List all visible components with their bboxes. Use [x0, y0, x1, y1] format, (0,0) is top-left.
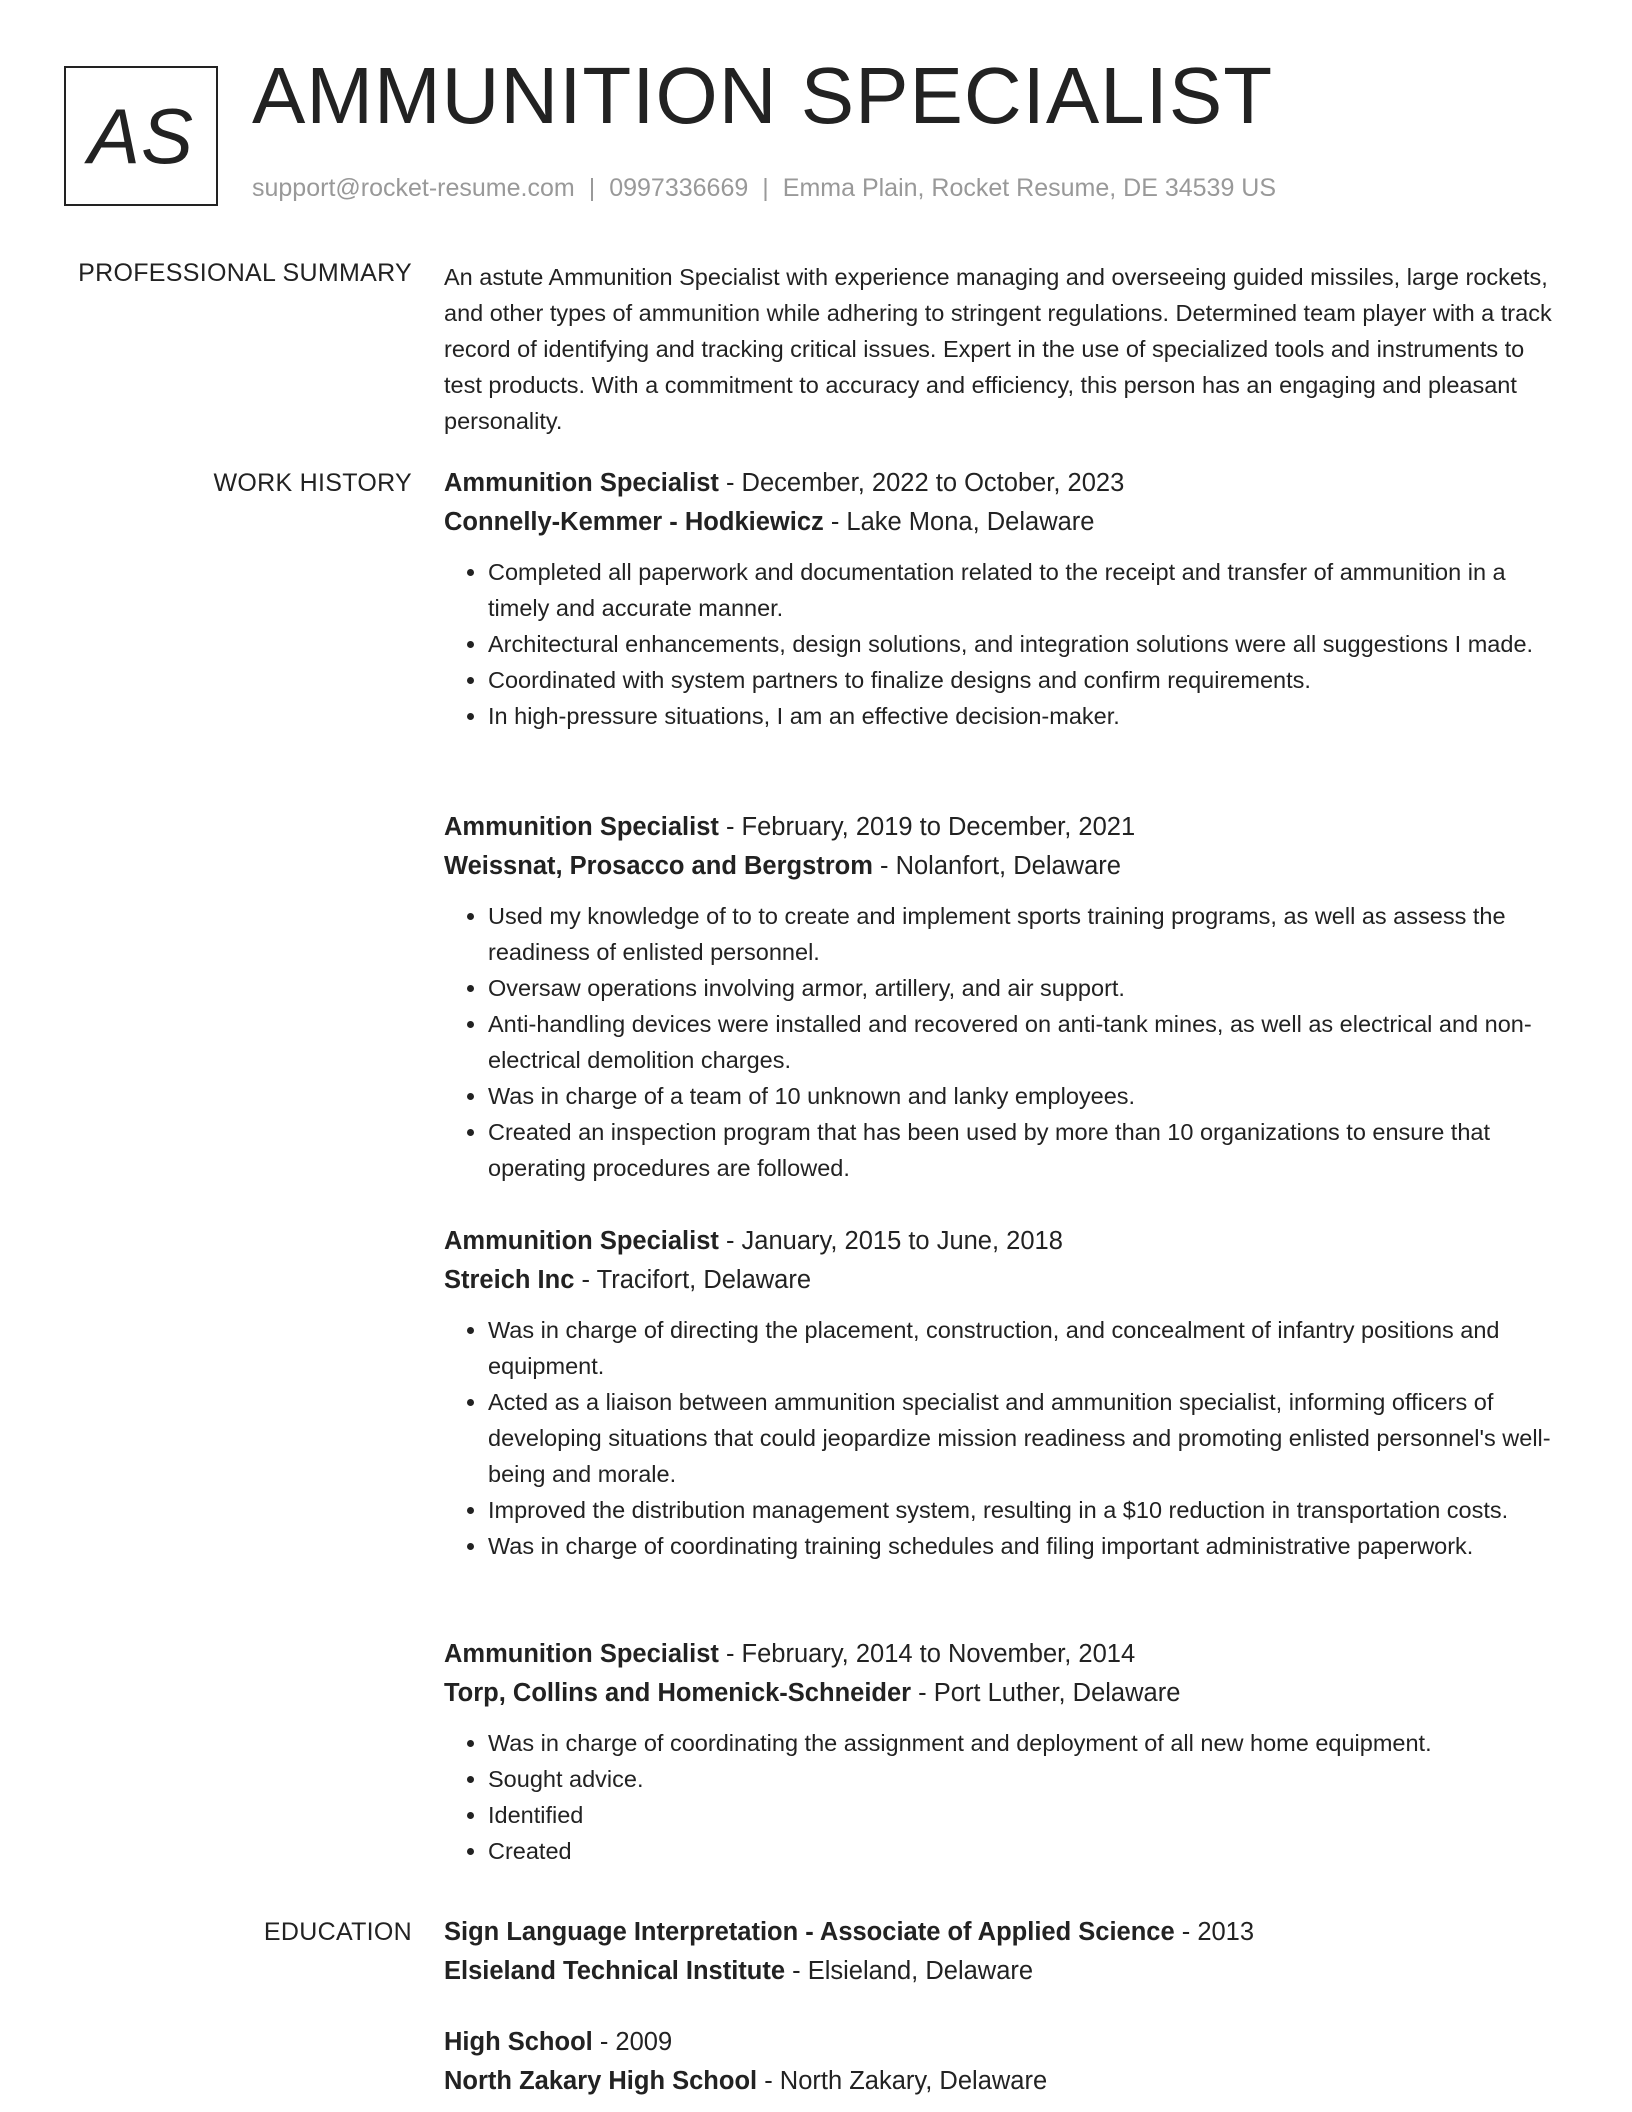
job-bullet: • Anti-handling devices were installed and recovered on anti-tank mines, as well as electrical and non-electrical demolition charges. — [488, 1006, 1556, 1078]
education-entry — [444, 1913, 1556, 1991]
job-title-line — [444, 1222, 1556, 1261]
resume-title: AMMUNITION SPECIALIST — [252, 51, 1274, 140]
job-bullet: • Was in charge of directing the placement, construction, and concealment of infantry positions and equipment. — [488, 1312, 1556, 1384]
contact-address: Emma Plain, Rocket Resume, DE 34539 US — [782, 174, 1277, 202]
education-degree-line — [444, 1913, 1556, 1952]
education-school: North Zakary High School — [444, 2067, 758, 2095]
job-title-line — [444, 1635, 1556, 1674]
job-company: Connelly-Kemmer - Hodkiewicz — [444, 508, 824, 536]
job-title: Ammunition Specialist — [444, 469, 719, 497]
job-company: Weissnat, Prosacco and Bergstrom — [444, 852, 873, 880]
section-label-education: EDUCATION — [263, 1918, 412, 1946]
job-bullet: • Coordinated with system partners to finalize designs and confirm requirements. — [488, 662, 1556, 698]
job-entry — [444, 1222, 1556, 1564]
contact-line — [252, 174, 1276, 203]
job-entry — [444, 464, 1556, 734]
monogram-logo: AS — [64, 66, 218, 206]
job-bullet: • Used my knowledge of to to create and implement sports training programs, as well as assess the readiness of enlisted personnel. — [488, 898, 1556, 970]
job-title: Ammunition Specialist — [444, 1227, 719, 1255]
summary-text: An astute Ammunition Specialist with experience managing and overseeing guided missiles, large rockets, and other types of ammunition while adhering to stringent regulations. Determined team player with a track record of identifying and tracking critical issues. Expert in the use of specialized tools and instruments to test products. With a commitment to accuracy and efficiency, this person has an engaging and pleasant personality. — [444, 264, 1552, 434]
job-title: Ammunition Specialist — [444, 813, 719, 841]
job-dates: - January, 2015 to June, 2018 — [718, 1227, 1063, 1255]
job-bullets — [444, 1312, 1556, 1564]
job-location: - Tracifort, Delaware — [574, 1266, 812, 1294]
job-bullet: • Was in charge of a team of 10 unknown and lanky employees. — [488, 1078, 1556, 1114]
job-company-line — [444, 1674, 1556, 1713]
job-location: - Nolanfort, Delaware — [872, 852, 1121, 880]
contact-separator: | — [762, 174, 769, 202]
contact-separator: | — [588, 174, 596, 202]
job-bullet: • Was in charge of coordinating the assignment and deployment of all new home equipment. — [488, 1725, 1556, 1761]
job-location: - Lake Mona, Delaware — [823, 508, 1095, 536]
job-bullet: • Created an inspection program that has been used by more than 10 organizations to ensure that operating procedures are followed. — [488, 1114, 1556, 1186]
job-company: Streich Inc — [444, 1266, 575, 1294]
job-entry — [444, 1635, 1556, 1869]
contact-email[interactable]: support@rocket-resume.com — [252, 174, 575, 202]
section-label-work-history: WORK HISTORY — [213, 469, 412, 497]
education-school-line — [444, 2062, 1556, 2101]
summary-body — [444, 259, 1556, 439]
education-location: - North Zakary, Delaware — [757, 2067, 1048, 2095]
job-title: Ammunition Specialist — [444, 1640, 719, 1668]
job-company-line — [444, 503, 1556, 542]
section-label-summary: PROFESSIONAL SUMMARY — [78, 259, 412, 287]
job-bullet: • Improved the distribution management system, resulting in a $10 reduction in transportation costs. — [488, 1492, 1556, 1528]
job-bullet: • Architectural enhancements, design solutions, and integration solutions were all suggestions I made. — [488, 626, 1556, 662]
job-company: Torp, Collins and Homenick-Schneider — [444, 1679, 912, 1707]
job-company-line — [444, 1261, 1556, 1300]
job-bullet: • Was in charge of coordinating training schedules and filing important administrative paperwork. — [488, 1528, 1556, 1564]
education-degree: High School — [444, 2028, 593, 2056]
job-location: - Port Luther, Delaware — [911, 1679, 1181, 1707]
contact-phone[interactable]: 0997336669 — [609, 174, 749, 202]
education-year: - 2009 — [592, 2028, 673, 2056]
education-degree-line — [444, 2023, 1556, 2062]
education-degree: Sign Language Interpretation - Associate of Applied Science — [444, 1918, 1175, 1946]
job-title-line — [444, 808, 1556, 847]
job-company-line — [444, 847, 1556, 886]
job-dates: - December, 2022 to October, 2023 — [718, 469, 1125, 497]
job-bullets — [444, 1725, 1556, 1869]
job-bullet: • Identified — [488, 1797, 1556, 1833]
job-bullet: • Oversaw operations involving armor, artillery, and air support. — [488, 970, 1556, 1006]
job-title-line — [444, 464, 1556, 503]
education-entry — [444, 2023, 1556, 2101]
job-bullet: • Completed all paperwork and documentation related to the receipt and transfer of ammunition in a timely and accurate manner. — [488, 554, 1556, 626]
job-bullet: • Sought advice. — [488, 1761, 1556, 1797]
job-entry — [444, 808, 1556, 1186]
job-bullets — [444, 554, 1556, 734]
education-school-line — [444, 1952, 1556, 1991]
job-dates: - February, 2019 to December, 2021 — [718, 813, 1136, 841]
job-bullet: • In high-pressure situations, I am an effective decision-maker. — [488, 698, 1556, 734]
education-school: Elsieland Technical Institute — [444, 1957, 786, 1985]
job-bullet: • Acted as a liaison between ammunition specialist and ammunition specialist, informing officers of developing situations that could jeopardize mission readiness and promoting enlisted personnel's well-being and morale. — [488, 1384, 1556, 1492]
education-location: - Elsieland, Delaware — [785, 1957, 1034, 1985]
job-bullet: • Created — [488, 1833, 1556, 1869]
education-year: - 2013 — [1174, 1918, 1255, 1946]
job-dates: - February, 2014 to November, 2014 — [718, 1640, 1136, 1668]
job-bullets — [444, 898, 1556, 1186]
